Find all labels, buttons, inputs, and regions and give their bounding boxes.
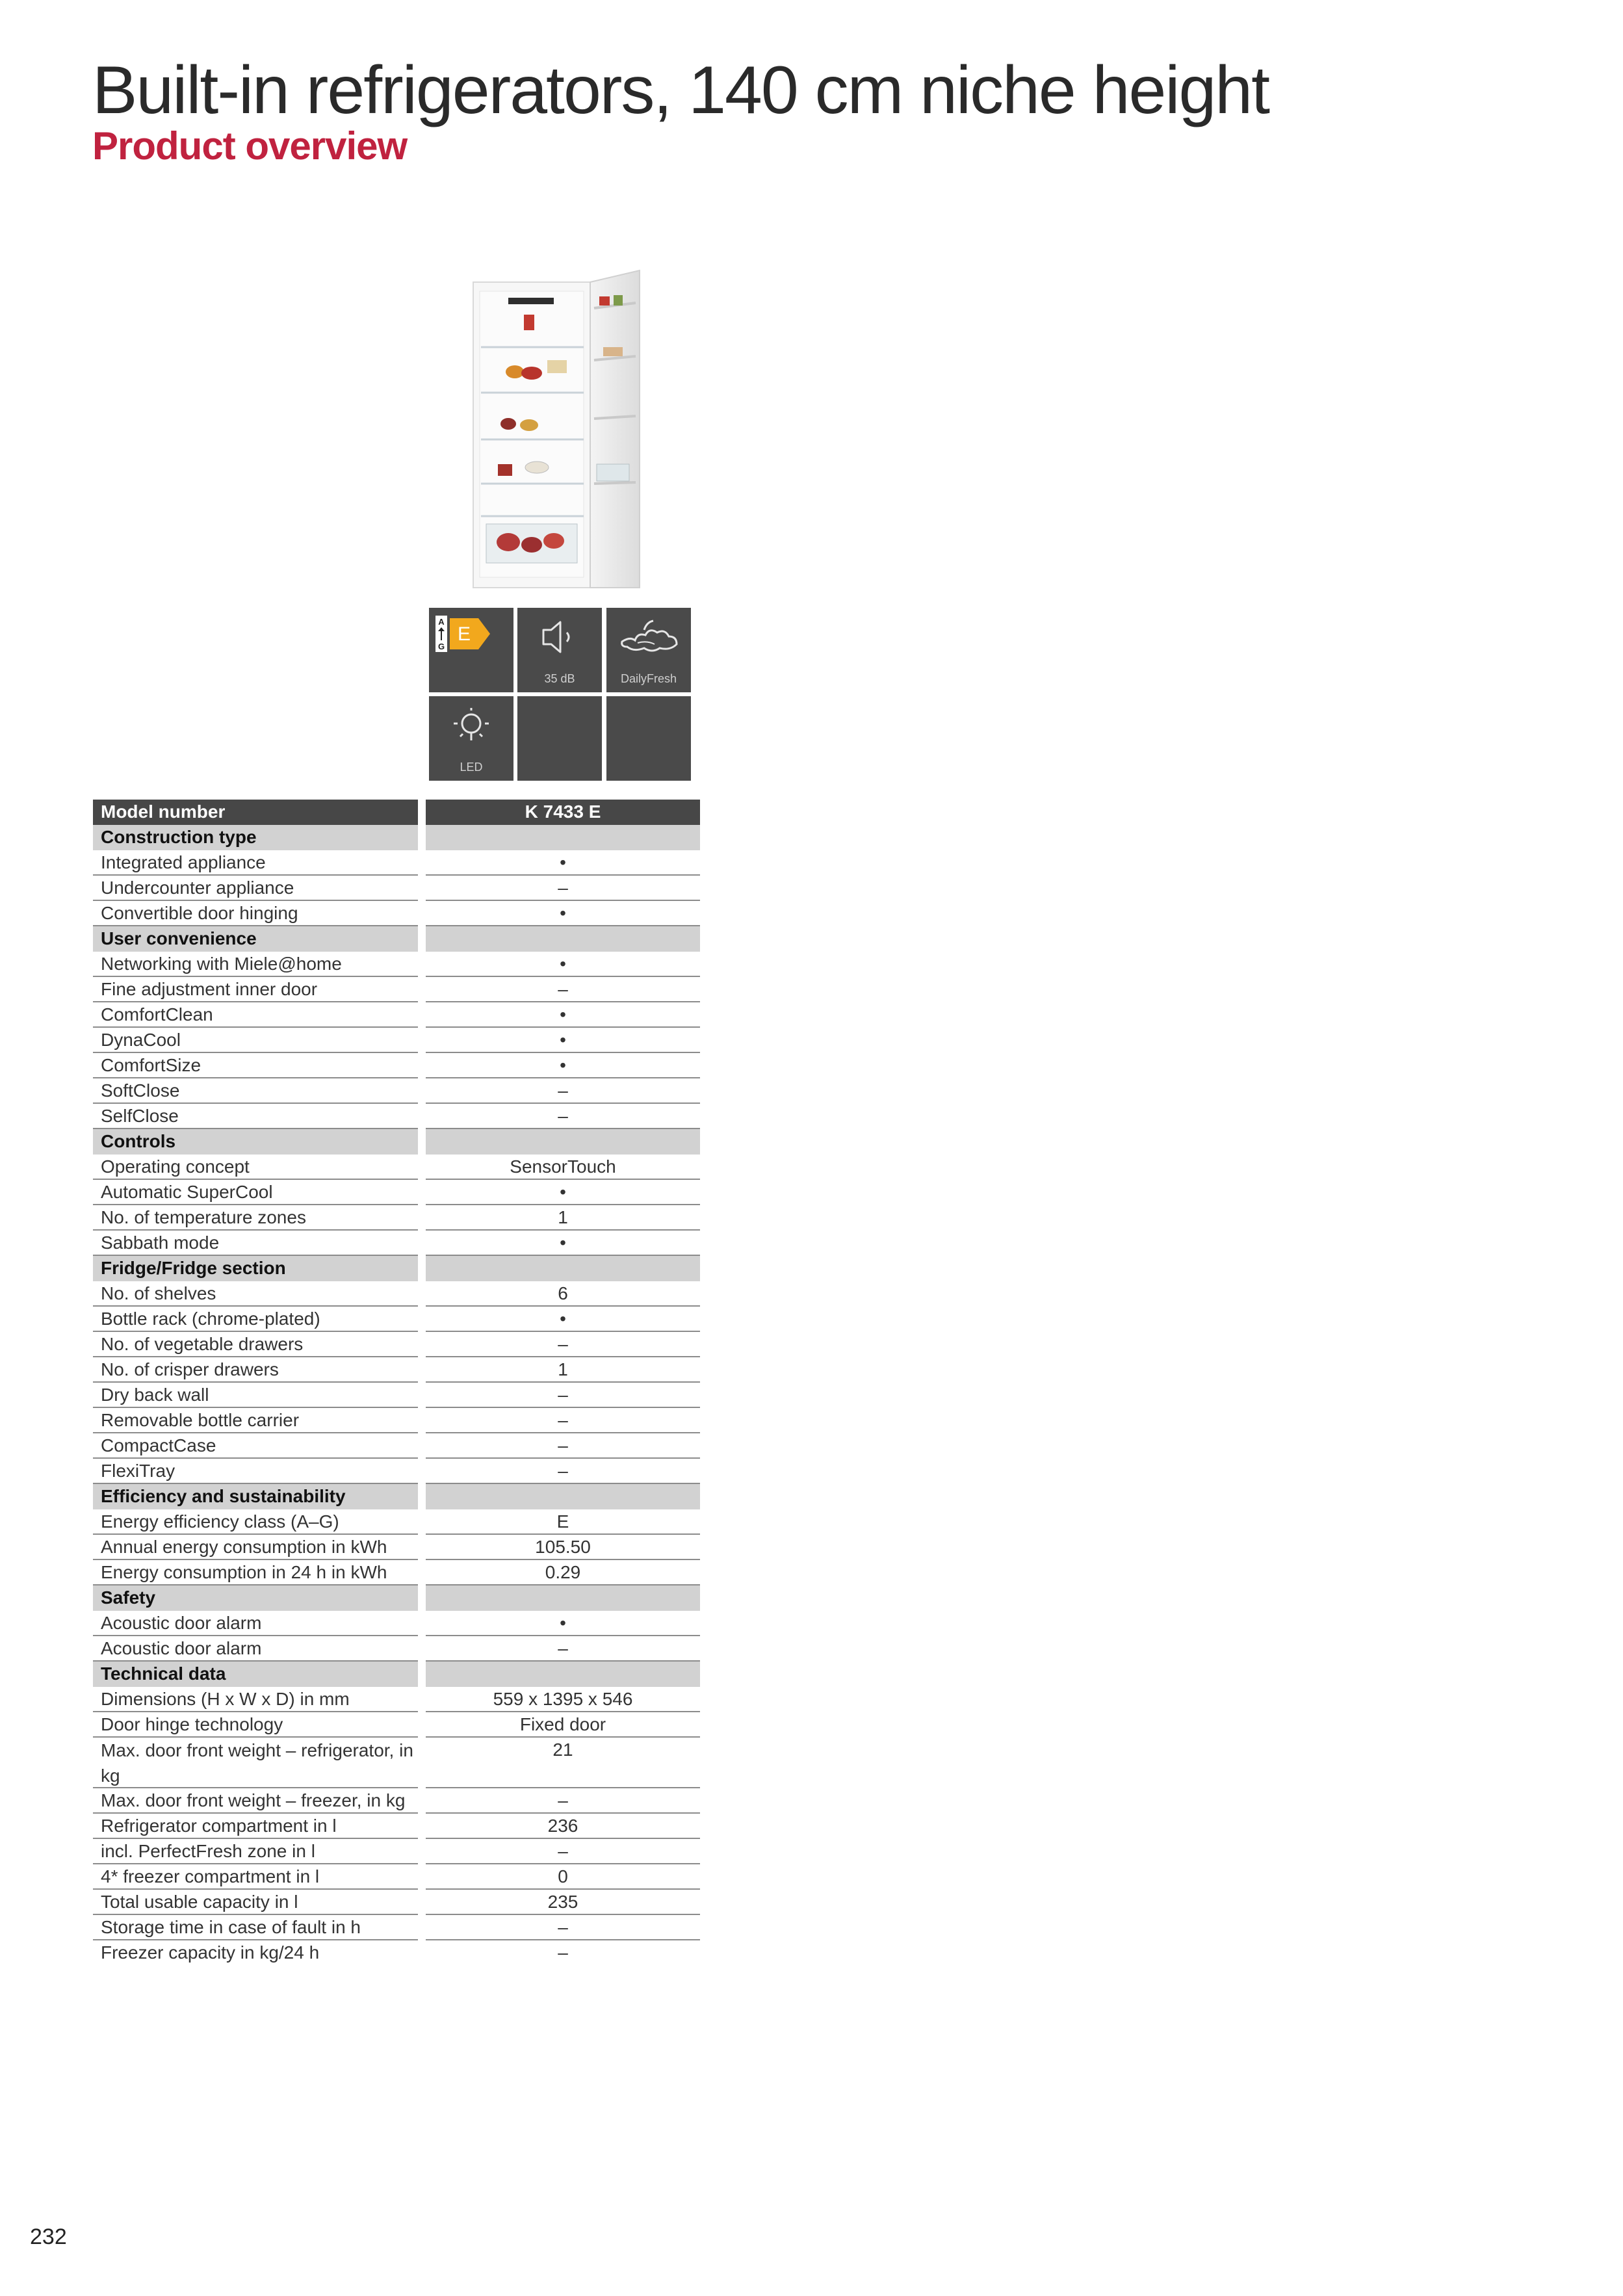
spec-label: incl. PerfectFresh zone in l: [93, 1839, 418, 1864]
led-light-icon: [448, 703, 494, 748]
table-section-row: [93, 825, 700, 850]
table-row: [93, 901, 700, 926]
section-value-cell: [426, 926, 700, 952]
section-heading: User convenience: [93, 926, 418, 952]
table-row: [93, 1636, 700, 1662]
model-number-value: K 7433 E: [426, 800, 700, 825]
table-row: [93, 977, 700, 1002]
table-row: [93, 1002, 700, 1028]
spec-label: No. of temperature zones: [93, 1205, 418, 1231]
spec-label: DynaCool: [93, 1028, 418, 1053]
spec-label: SoftClose: [93, 1078, 418, 1104]
spec-label: Removable bottle carrier: [93, 1408, 418, 1433]
table-section-row: [93, 1585, 700, 1611]
empty-tile: [606, 696, 691, 781]
spec-value: E: [426, 1509, 700, 1535]
section-heading: Technical data: [93, 1662, 418, 1687]
spec-label: Max. door front weight – refrigerator, in kg: [93, 1738, 418, 1788]
table-row: [93, 952, 700, 977]
refrigerator-product-image: [469, 269, 646, 597]
spec-label: 4* freezer compartment in l: [93, 1864, 418, 1890]
spec-label: ComfortSize: [93, 1053, 418, 1078]
spec-label: Fine adjustment inner door: [93, 977, 418, 1002]
energy-scale-bottom: G: [437, 642, 445, 651]
spec-value: 1: [426, 1205, 700, 1231]
dailyfresh-label: DailyFresh: [620, 672, 677, 685]
spec-value: •: [426, 850, 700, 876]
section-heading: Construction type: [93, 825, 418, 850]
spec-label: Bottle rack (chrome-plated): [93, 1307, 418, 1332]
table-row: [93, 1433, 700, 1459]
spec-value: 1: [426, 1357, 700, 1383]
table-row: [93, 1231, 700, 1256]
noise-level-tile: [517, 608, 602, 692]
table-section-row: [93, 1662, 700, 1687]
model-number-label: Model number: [93, 800, 418, 825]
spec-value: –: [426, 1078, 700, 1104]
spec-label: Storage time in case of fault in h: [93, 1915, 418, 1940]
spec-value: –: [426, 1459, 700, 1484]
energy-scale-top: A: [438, 617, 445, 627]
table-row: [93, 1281, 700, 1307]
spec-value: •: [426, 1028, 700, 1053]
page-subtitle: Product overview: [92, 124, 408, 168]
spec-value: –: [426, 1383, 700, 1408]
spec-value: –: [426, 977, 700, 1002]
table-row: [93, 1814, 700, 1839]
spec-value: 236: [426, 1814, 700, 1839]
table-row: [93, 1738, 700, 1788]
section-value-cell: [426, 1129, 700, 1155]
energy-label-tile: [429, 608, 513, 692]
section-heading: Controls: [93, 1129, 418, 1155]
spec-label: Dry back wall: [93, 1383, 418, 1408]
page-number: 232: [30, 2224, 67, 2249]
table-row: [93, 1357, 700, 1383]
spec-label: Undercounter appliance: [93, 876, 418, 901]
energy-label-icon: [435, 616, 507, 655]
table-row: [93, 876, 700, 901]
table-row: [93, 1611, 700, 1636]
table-row: [93, 1509, 700, 1535]
specification-table: [93, 800, 700, 1966]
table-row: [93, 1839, 700, 1864]
spec-value: •: [426, 952, 700, 977]
spec-value: –: [426, 1788, 700, 1814]
table-row: [93, 850, 700, 876]
spec-label: Operating concept: [93, 1155, 418, 1180]
spec-label: Integrated appliance: [93, 850, 418, 876]
table-row: [93, 1104, 700, 1129]
section-value-cell: [426, 1256, 700, 1281]
section-heading: Efficiency and sustainability: [93, 1484, 418, 1509]
spec-value: –: [426, 1433, 700, 1459]
table-row: [93, 1915, 700, 1940]
spec-value: Fixed door: [426, 1712, 700, 1738]
spec-value: 235: [426, 1890, 700, 1915]
spec-label: No. of shelves: [93, 1281, 418, 1307]
spec-label: CompactCase: [93, 1433, 418, 1459]
section-value-cell: [426, 1484, 700, 1509]
table-section-row: [93, 926, 700, 952]
spec-value: –: [558, 1942, 568, 1963]
spec-label: Energy efficiency class (A–G): [93, 1509, 418, 1535]
table-header-row: [93, 800, 700, 825]
spec-label: Door hinge technology: [93, 1712, 418, 1738]
spec-value: •: [426, 1231, 700, 1256]
spec-label: Networking with Miele@home: [93, 952, 418, 977]
spec-value: •: [426, 901, 700, 926]
spec-label: Max. door front weight – freezer, in kg: [93, 1788, 418, 1814]
spec-value: 0: [426, 1864, 700, 1890]
table-row: [93, 1459, 700, 1484]
spec-label: Automatic SuperCool: [93, 1180, 418, 1205]
speaker-icon: [538, 614, 581, 660]
spec-value: –: [426, 1332, 700, 1357]
table-section-row: [93, 1484, 700, 1509]
table-row: [93, 1535, 700, 1560]
table-row: [93, 1940, 700, 1966]
spec-value: •: [426, 1307, 700, 1332]
energy-class-letter: E: [457, 623, 471, 645]
spec-value: 105.50: [426, 1535, 700, 1560]
spec-value: –: [426, 1104, 700, 1129]
dailyfresh-icon: [618, 617, 681, 656]
spec-value: 0.29: [426, 1560, 700, 1585]
table-row: [93, 1028, 700, 1053]
spec-label: Refrigerator compartment in l: [93, 1814, 418, 1839]
noise-level-label: 35 dB: [544, 672, 575, 685]
spec-value: 559 x 1395 x 546: [426, 1687, 700, 1712]
table-row: [93, 1560, 700, 1585]
table-section-row: [93, 1129, 700, 1155]
spec-value: –: [426, 1408, 700, 1433]
empty-tile: [517, 696, 602, 781]
table-row: [93, 1788, 700, 1814]
spec-value: •: [426, 1180, 700, 1205]
table-row: [93, 1307, 700, 1332]
spec-value: •: [426, 1002, 700, 1028]
spec-value: SensorTouch: [426, 1155, 700, 1180]
spec-value: 6: [426, 1281, 700, 1307]
spec-value: •: [426, 1053, 700, 1078]
spec-value: –: [426, 1636, 700, 1662]
spec-value: 21: [426, 1738, 700, 1788]
spec-label: No. of crisper drawers: [93, 1357, 418, 1383]
spec-label: Dimensions (H x W x D) in mm: [93, 1687, 418, 1712]
table-row: [93, 1383, 700, 1408]
spec-value: –: [426, 1915, 700, 1940]
table-row: [93, 1053, 700, 1078]
spec-label: Convertible door hinging: [93, 901, 418, 926]
page-title: Built-in refrigerators, 140 cm niche height: [92, 53, 1269, 128]
section-heading: Fridge/Fridge section: [93, 1256, 418, 1281]
led-tile: [429, 696, 513, 781]
section-value-cell: [426, 825, 700, 850]
spec-value: –: [426, 1839, 700, 1864]
spec-label: No. of vegetable drawers: [93, 1332, 418, 1357]
spec-label: Total usable capacity in l: [93, 1890, 418, 1915]
table-row: [93, 1408, 700, 1433]
table-row: [93, 1864, 700, 1890]
spec-label: ComfortClean: [93, 1002, 418, 1028]
spec-label: Acoustic door alarm: [93, 1636, 418, 1662]
table-row: [93, 1155, 700, 1180]
dailyfresh-tile: [606, 608, 691, 692]
table-row: [93, 1205, 700, 1231]
table-row: [93, 1890, 700, 1915]
spec-value: •: [426, 1611, 700, 1636]
table-row: [93, 1180, 700, 1205]
spec-value: –: [426, 876, 700, 901]
led-label: LED: [460, 761, 483, 774]
section-value-cell: [426, 1662, 700, 1687]
table-section-row: [93, 1256, 700, 1281]
spec-label: SelfClose: [93, 1104, 418, 1129]
spec-label: FlexiTray: [93, 1459, 418, 1484]
section-heading: Safety: [93, 1585, 418, 1611]
section-value-cell: [426, 1585, 700, 1611]
spec-label: Annual energy consumption in kWh: [93, 1535, 418, 1560]
spec-label: Acoustic door alarm: [93, 1611, 418, 1636]
spec-label: Energy consumption in 24 h in kWh: [93, 1560, 418, 1585]
table-row: [93, 1078, 700, 1104]
spec-label: Sabbath mode: [93, 1231, 418, 1256]
table-row: [93, 1712, 700, 1738]
spec-label: Freezer capacity in kg/24 h: [101, 1942, 320, 1963]
table-row: [93, 1687, 700, 1712]
table-row: [93, 1332, 700, 1357]
